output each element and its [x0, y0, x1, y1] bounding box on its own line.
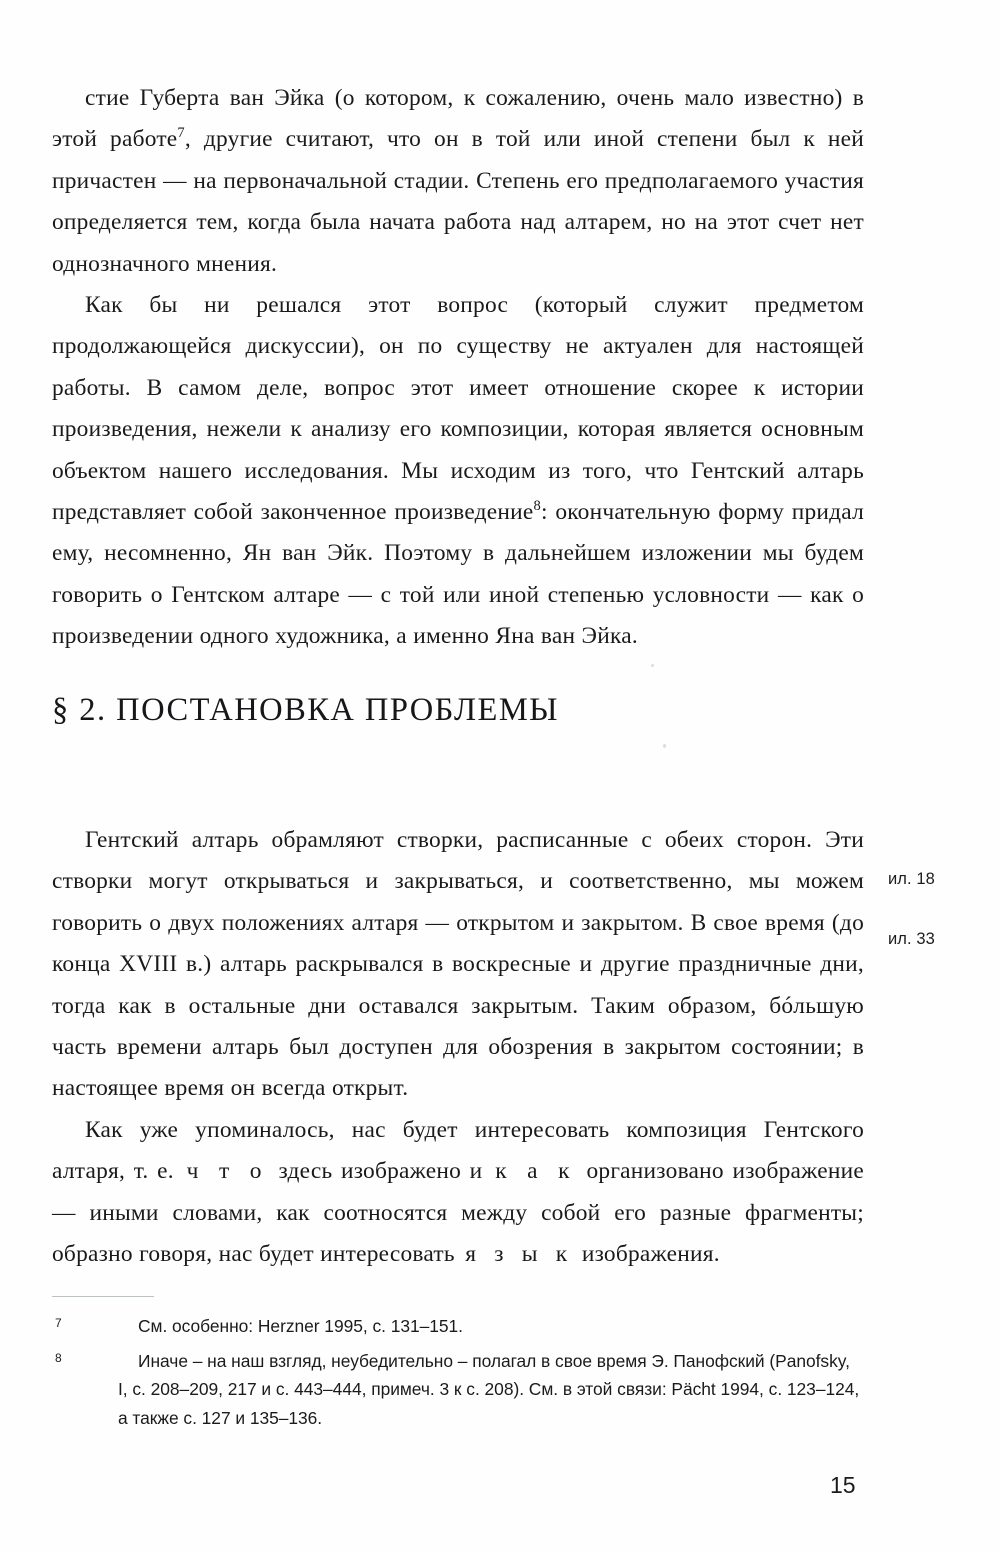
- section-heading: § 2. ПОСТАНОВКА ПРОБЛЕМЫ: [52, 692, 559, 728]
- paragraph-4-part-4: изображения.: [581, 1241, 720, 1268]
- paragraph-2: [52, 285, 864, 658]
- body-text-block-bottom: [52, 820, 864, 1275]
- footnote-text: См. особенно: Herzner 1995, с. 131–151.: [138, 1316, 463, 1336]
- paragraph-continuation: [52, 78, 864, 285]
- margin-note-illustration-18: ил. 18: [888, 870, 935, 888]
- footnote-number: 7: [55, 1316, 62, 1330]
- emphasis-chto: ч т о: [186, 1158, 268, 1185]
- emphasis-kak: к а к: [495, 1158, 576, 1185]
- scan-speck: [651, 664, 654, 667]
- paragraph-1-text-before-ref: стие Губерта ван Эйка (о котором, к сожалению, очень мало известно) в этой работе: [52, 85, 864, 153]
- paragraph-3: Гентский алтарь обрамляют створки, расписанные с обеих сторон. Эти створки могут открываться и закрываться, и соответственно, мы можем говорить о двух положениях алтаря — открытом и закрытом. В свое время (до конца XVIII в.) алтарь раскрывался в воскресные и другие праздничные дни, тогда как в остальные дни оставался закрытым. Таким образом, бóльшую часть времени алтарь был доступен для обозрения в закрытом состоянии; в настоящее время он всегда открыт.: [52, 827, 864, 1102]
- paragraph-4-part-1: Как уже упоминалось, нас будет интересовать композиция Гентского алтаря, т. е.: [52, 1116, 864, 1185]
- footnote-area: [52, 1312, 864, 1432]
- paragraph-1-text-after-ref: , другие считают, что он в той или иной степени был к ней причастен — на первоначальной стадии. Степень его предполагаемого участия определяется тем, когда была начата работа над алтарем, но на этот счет нет однозначного мнения.: [52, 126, 865, 277]
- emphasis-yazyk: я з ы к: [465, 1241, 574, 1268]
- paragraph-4-part-2: здесь изображено и: [278, 1158, 483, 1185]
- footnote-item: [52, 1347, 864, 1433]
- paragraph-2-text-before-ref: Как бы ни решался этот вопрос (который служит предметом продолжающейся дискуссии), он по существу не актуален для настоящей работы. В самом деле, вопрос этот имеет отношение скорее к истории произведения, нежели к анализу его композиции, которая является основным объектом нашего исследования. Мы исходим из того, что Гентский алтарь представляет собой законченное произведение: [52, 292, 864, 526]
- page-number: 15: [830, 1472, 856, 1498]
- paragraph-4: [52, 1110, 864, 1276]
- footnote-text: Иначе – на наш взгляд, неубедительно – полагал в свое время Э. Панофский (Panofsky, I, с. 208–209, 217 и с. 443–444, примеч. 3 к с. 208). См. в этой связи: Pächt 1994, с. 123–124, а также с. 127 и 135–136.: [118, 1350, 860, 1428]
- margin-note-illustration-33: ил. 33: [888, 930, 935, 948]
- footnote-separator-rule: [52, 1296, 154, 1297]
- footnote-number: 8: [55, 1350, 62, 1365]
- footnote-reference-8[interactable]: 8: [533, 498, 541, 515]
- scan-speck: [663, 744, 666, 748]
- paragraph-2-text-after-ref: : окончательную форму придал ему, несомненно, Ян ван Эйк. Поэтому в дальнейшем изложении мы будем говорить о Гентском алтаре — с той или иной степенью условности — как о произведении одного художника, а именно Яна ван Эйка.: [52, 499, 864, 650]
- footnote-reference-7[interactable]: 7: [177, 125, 185, 142]
- paragraph-4-part-3: организовано изображение — иными словами, как соотносятся между собой его разные фрагменты; образно говоря, нас будет интересовать: [52, 1158, 864, 1268]
- footnote-item: [52, 1312, 864, 1341]
- body-text-block-top: [52, 78, 864, 658]
